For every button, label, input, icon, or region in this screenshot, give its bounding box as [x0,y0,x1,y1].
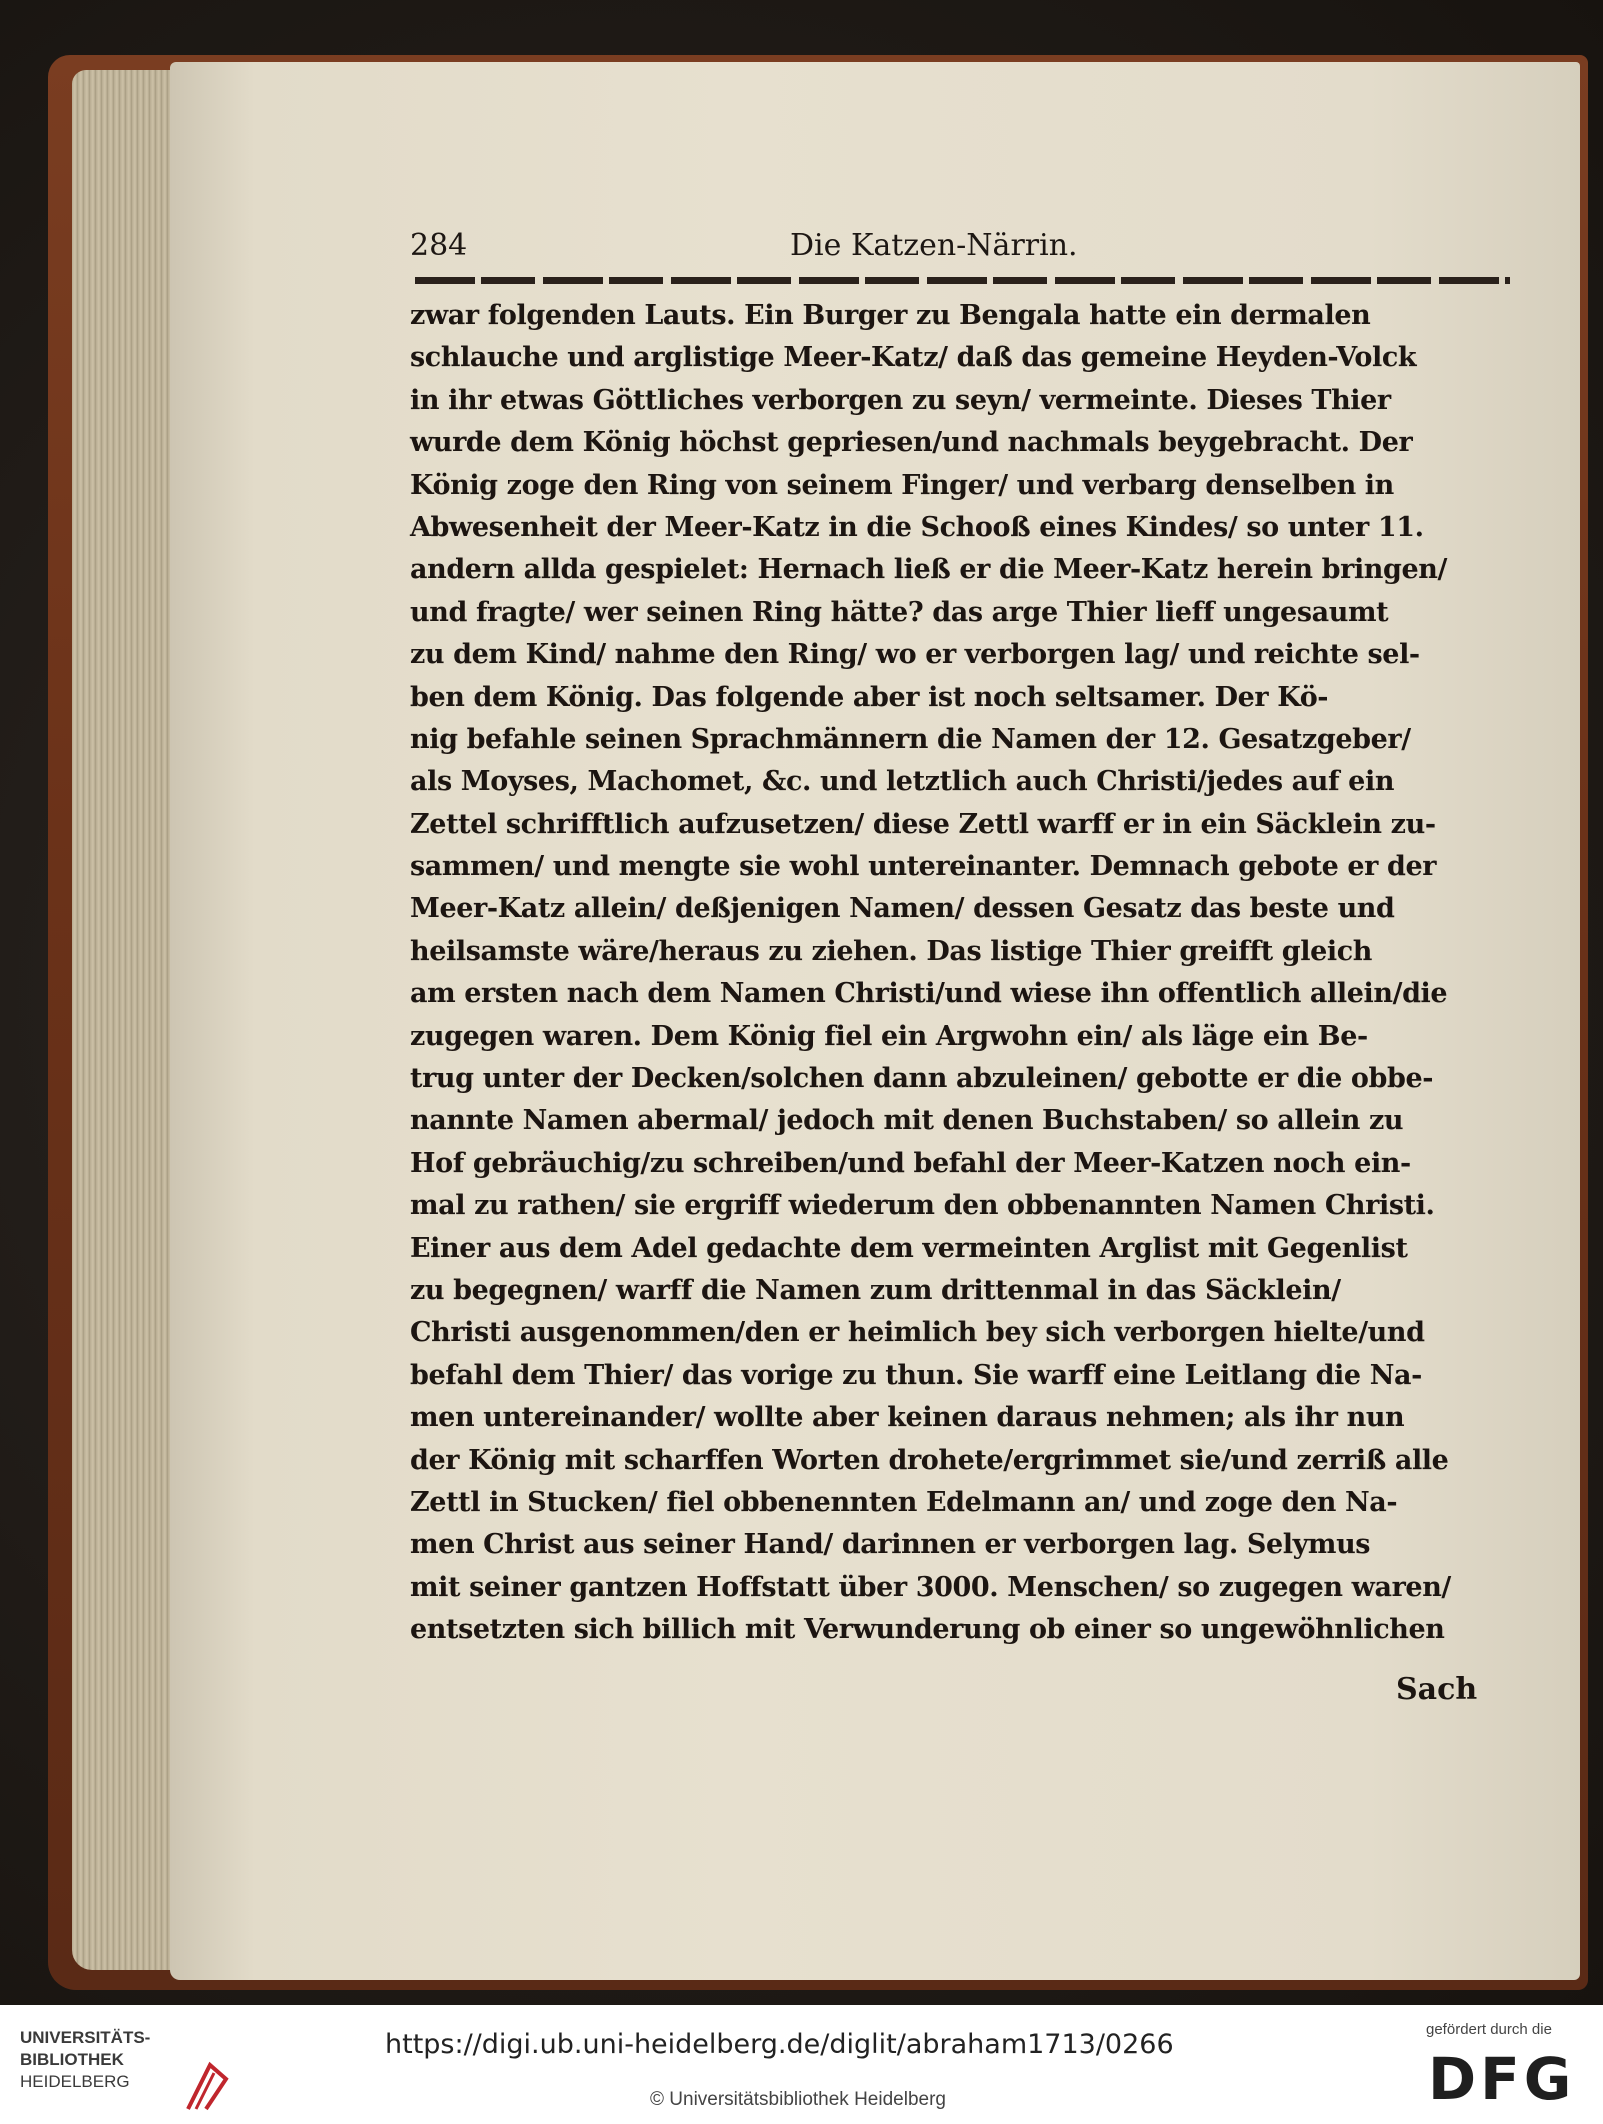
permalink-url[interactable]: https://digi.ub.uni-heidelberg.de/diglit/abraham1713/0266 [385,2029,1174,2060]
copyright-notice: © Universitätsbibliothek Heidelberg [650,2089,946,2110]
text-line: sammen/ und mengte sie wohl untereinanter. Demnach gebote er der [410,851,1437,883]
viewer-footer [0,2005,1603,2124]
text-line: nig befahle seinen Sprachmännern die Namen der 12. Gesatzgeber/ [410,723,1411,755]
text-line: ben dem König. Das folgende aber ist noch seltsamer. Der Kö- [410,681,1329,713]
body-text [410,295,1520,1652]
text-line: und fragte/ wer seinen Ring hätte? das arge Thier lieff ungesaumt [410,596,1389,628]
library-name-line1: UNIVERSITÄTS- [20,2028,151,2047]
text-line: Meer-Katz allein/ deßjenigen Namen/ dessen Gesatz das beste und [410,893,1395,925]
library-name-line3: HEIDELBERG [20,2072,130,2091]
text-line: zu dem Kind/ nahme den Ring/ wo er verborgen lag/ und reichte sel- [410,639,1420,671]
running-title: Die Katzen-Närrin. [790,228,1078,263]
text-line: zu begegnen/ warff die Namen zum drittenmal in das Säcklein/ [410,1274,1341,1306]
funding-label: gefördert durch die [1426,2021,1552,2038]
text-line: König zoge den Ring von seinem Finger/ und verbarg denselben in [410,469,1394,501]
text-line: Zettel schrifftlich aufzusetzen/ diese Zettl warff er in ein Säcklein zu- [410,808,1436,840]
text-line: am ersten nach dem Namen Christi/und wiese ihn offentlich allein/die [410,978,1448,1010]
text-line: Einer aus dem Adel gedachte dem vermeinten Arglist mit Gegenlist [410,1232,1408,1264]
text-line: heilsamste wäre/heraus zu ziehen. Das listige Thier greifft gleich [410,935,1373,967]
university-library-logo[interactable] [20,2027,230,2107]
text-line: trug unter der Decken/solchen dann abzuleinen/ gebotte er die obbe- [410,1063,1434,1095]
header-rule [415,277,1510,284]
text-line: nannte Namen abermal/ jedoch mit denen Buchstaben/ so allein zu [410,1105,1404,1137]
text-line: mit seiner gantzen Hoffstatt über 3000. Menschen/ so zugegen waren/ [410,1571,1451,1603]
text-line: wurde dem König höchst gepriesen/und nachmals beygebracht. Der [410,427,1413,459]
text-line: zwar folgenden Lauts. Ein Burger zu Bengala hatte ein dermalen [410,300,1371,331]
text-line: in ihr etwas Göttliches verborgen zu seyn/ vermeinte. Dieses Thier [410,384,1391,416]
text-line: der König mit scharffen Worten drohete/ergrimmet sie/und zerriß alle [410,1444,1449,1476]
library-emblem-icon [180,2059,230,2115]
text-line: Zettl in Stucken/ fiel obbenennten Edelmann an/ und zoge den Na- [410,1486,1398,1518]
text-line: men untereinander/ wollte aber keinen daraus nehmen; als ihr nun [410,1402,1405,1434]
library-name-line2: BIBLIOTHEK [20,2050,124,2069]
catchword: Sach [1396,1672,1478,1707]
text-line: mal zu rathen/ sie ergriff wiederum den obbenannten Namen Christi. [410,1190,1435,1222]
text-line: andern allda gespielet: Hernach ließ er die Meer-Katz herein bringen/ [410,554,1447,586]
text-line: Christi ausgenommen/den er heimlich bey sich verborgen hielte/und [410,1317,1425,1349]
running-head [410,228,1510,268]
text-line: entsetzten sich billich mit Verwunderung ob einer so ungewöhnlichen [410,1614,1445,1646]
text-line: Abwesenheit der Meer-Katz in die Schooß eines Kindes/ so unter 11. [410,511,1424,543]
dfg-logo[interactable]: DFG [1428,2045,1576,2113]
text-line: Hof gebräuchig/zu schreiben/und befahl der Meer-Katzen noch ein- [410,1147,1411,1179]
text-line: zugegen waren. Dem König fiel ein Argwohn ein/ als läge ein Be- [410,1020,1368,1052]
text-line: schlauche und arglistige Meer-Katz/ daß das gemeine Heyden-Volck [410,342,1417,374]
text-line: als Moyses, Machomet, &c. und letztlich auch Christi/jedes auf ein [410,766,1395,798]
page-number: 284 [410,228,468,263]
text-line: men Christ aus seiner Hand/ darinnen er verborgen lag. Selymus [410,1529,1371,1561]
text-line: befahl dem Thier/ das vorige zu thun. Sie warff eine Leitlang die Na- [410,1359,1422,1391]
